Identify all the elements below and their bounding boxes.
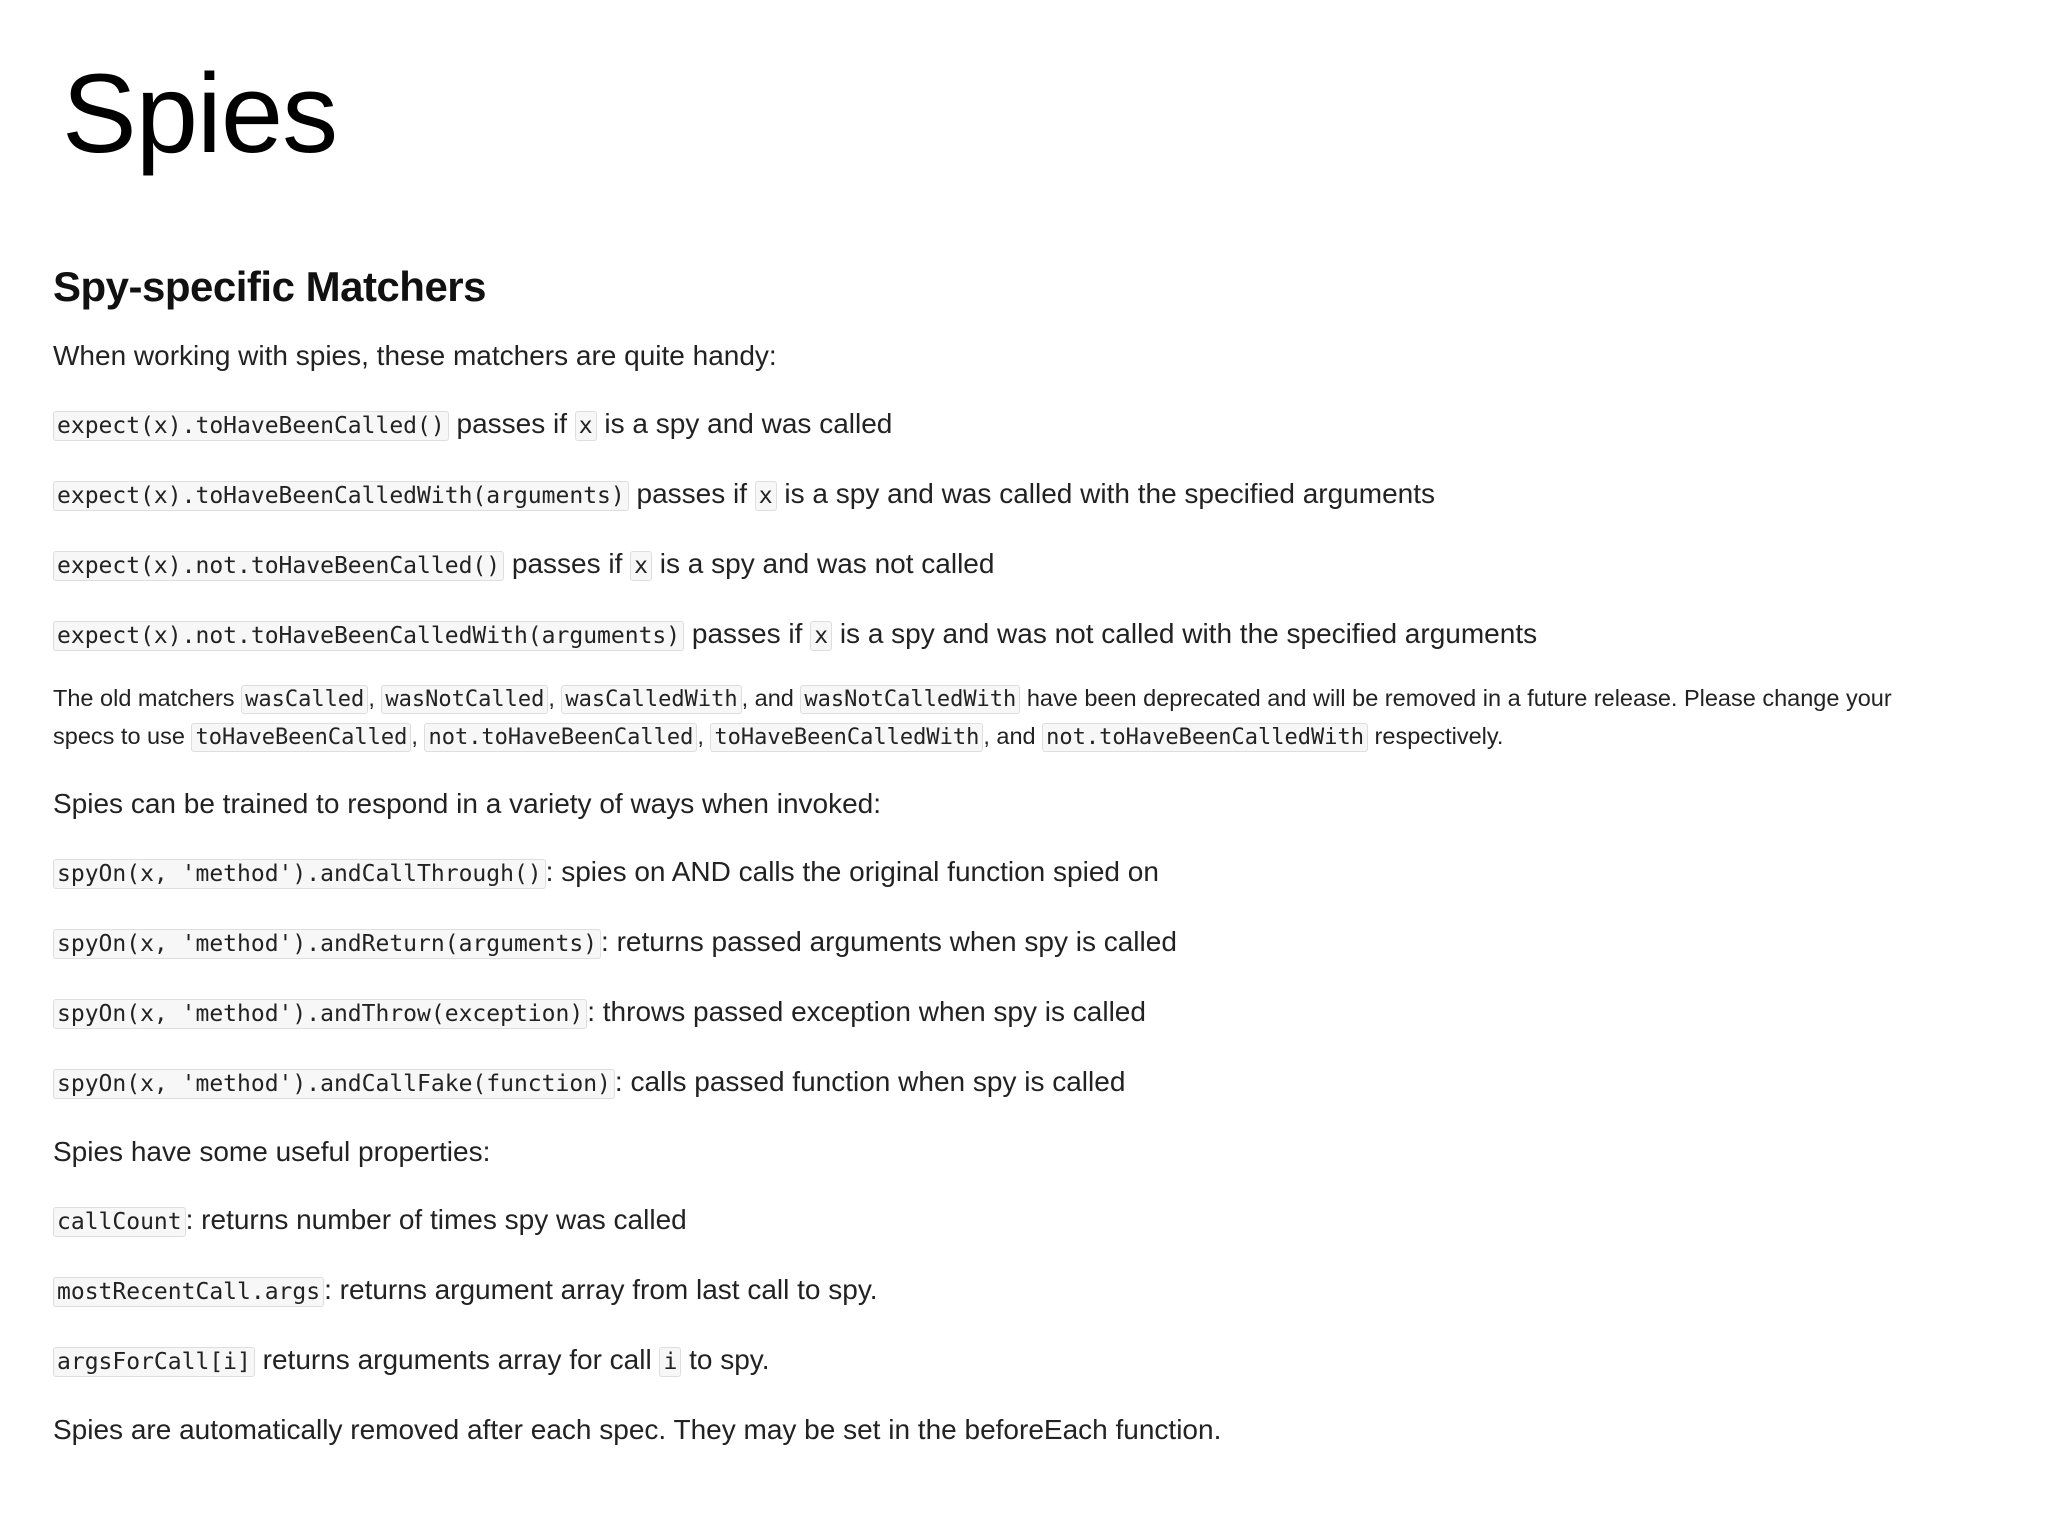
property-var: i (659, 1347, 681, 1377)
replacement-matcher: toHaveBeenCalled (191, 723, 411, 752)
training-line: spyOn(x, 'method').andCallThrough() : spies on AND calls the original function spied on (53, 852, 1953, 894)
matcher-var: x (755, 481, 777, 511)
replacement-matcher: not.toHaveBeenCalled (424, 723, 697, 752)
training-intro: Spies can be trained to respond in a variety of ways when invoked: (53, 788, 882, 820)
deprecated-matcher: wasNotCalledWith (800, 685, 1020, 714)
matcher-code: expect(x).not.toHaveBeenCalledWith(arguments) (53, 621, 684, 651)
property-line: argsForCall[i] returns arguments array for call i to spy. (53, 1340, 1953, 1382)
footer-note: Spies are automatically removed after each spec. They may be set in the beforeEach function. (53, 1414, 1222, 1446)
section-heading: Spy-specific Matchers (53, 263, 487, 310)
replacement-matcher: toHaveBeenCalledWith (710, 723, 983, 752)
matcher-var: x (810, 621, 832, 651)
property-line: callCount : returns number of times spy was called (53, 1200, 1953, 1242)
deprecated-matcher: wasNotCalled (381, 685, 548, 714)
training-line: spyOn(x, 'method').andReturn(arguments) : returns passed arguments when spy is called (53, 922, 1953, 964)
matcher-line: expect(x).not.toHaveBeenCalledWith(arguments) passes if x is a spy and was not called with the specified arguments (53, 614, 1953, 656)
matcher-code: expect(x).toHaveBeenCalledWith(arguments) (53, 481, 629, 511)
replacement-matcher: not.toHaveBeenCalledWith (1042, 723, 1368, 752)
matcher-code: expect(x).toHaveBeenCalled() (53, 411, 449, 441)
properties-intro: Spies have some useful properties: (53, 1136, 491, 1168)
deprecated-matcher: wasCalledWith (561, 685, 741, 714)
property-code: argsForCall[i] (53, 1347, 255, 1377)
training-line: spyOn(x, 'method').andCallFake(function) : calls passed function when spy is called (53, 1062, 1953, 1104)
deprecated-matcher: wasCalled (241, 685, 368, 714)
deprecation-note: The old matchers wasCalled , wasNotCalled , wasCalledWith , and wasNotCalledWith have been deprecated and will be removed in a future release. Please change your specs to use toHaveBeenCalled , not.toHaveBeenCalled , toHaveBeenCalledWith , and not.toHaveBeenCalledWith respectively. (53, 685, 1892, 751)
matcher-line: expect(x).not.toHaveBeenCalled() passes if x is a spy and was not called (53, 544, 1953, 586)
training-code: spyOn(x, 'method').andReturn(arguments) (53, 929, 601, 959)
property-code: callCount (53, 1207, 186, 1237)
training-code: spyOn(x, 'method').andCallFake(function) (53, 1069, 615, 1099)
matcher-var: x (575, 411, 597, 441)
property-code: mostRecentCall.args (53, 1277, 324, 1307)
matcher-line: expect(x).toHaveBeenCalled() passes if x is a spy and was called (53, 404, 1953, 446)
training-code: spyOn(x, 'method').andCallThrough() (53, 859, 546, 889)
documentation-content (53, 262, 1953, 1450)
intro-text: When working with spies, these matchers are quite handy: (53, 340, 777, 372)
training-code: spyOn(x, 'method').andThrow(exception) (53, 999, 587, 1029)
matcher-code: expect(x).not.toHaveBeenCalled() (53, 551, 504, 581)
matcher-var: x (630, 551, 652, 581)
training-line: spyOn(x, 'method').andThrow(exception) : throws passed exception when spy is called (53, 992, 1953, 1034)
property-line: mostRecentCall.args : returns argument array from last call to spy. (53, 1270, 1953, 1312)
matcher-line: expect(x).toHaveBeenCalledWith(arguments) passes if x is a spy and was called with the specified arguments (53, 474, 1953, 516)
slide-title: Spies (62, 51, 338, 176)
